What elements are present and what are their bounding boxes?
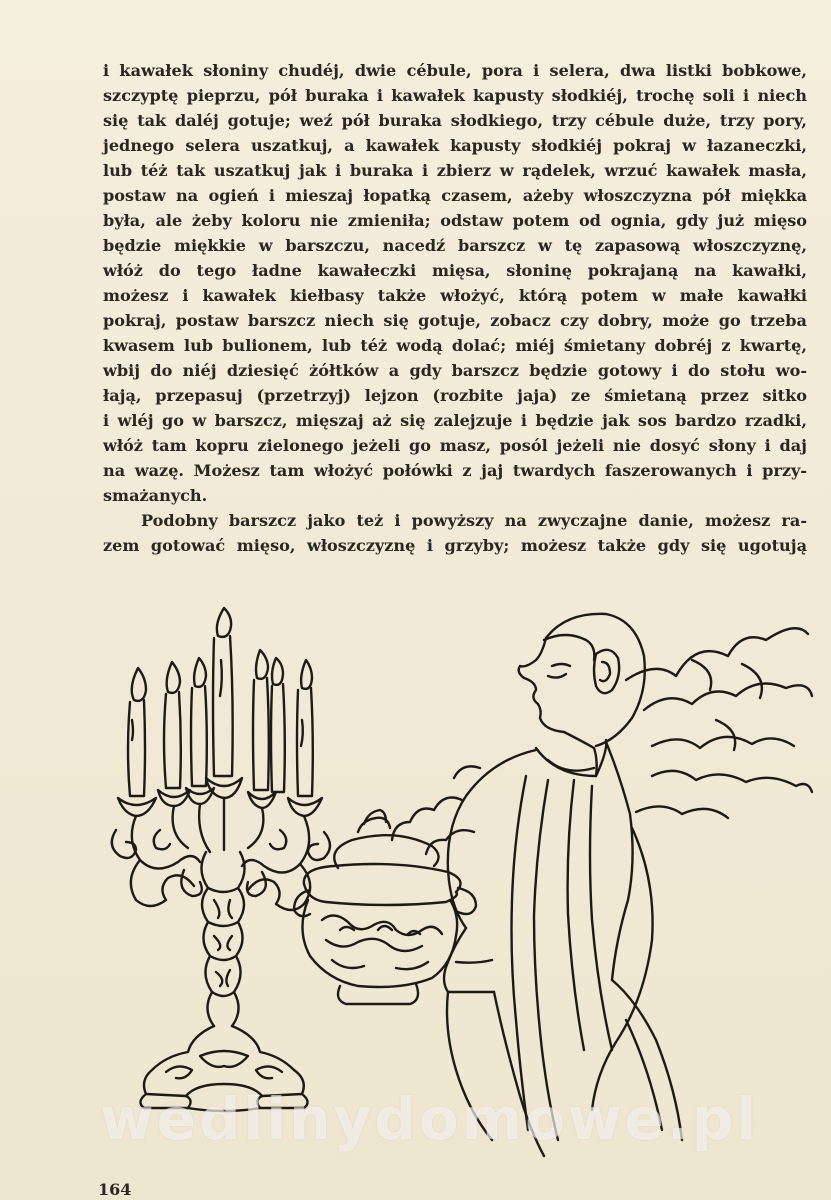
text-line: zem gotować mięso, włoszczyznę i grzyby; możesz także gdy się ugotują (103, 536, 807, 555)
text-line: Podobny barszcz jako też i powyższy na zwyczajne danie, możesz ra- (141, 511, 807, 530)
text-line: jednego selera uszatkuj, a kawałek kapusty słodkiéj pokraj w łazaneczki, (103, 136, 807, 155)
text-line: włóż tam kopru zielonego jeżeli go masz, posól jeżeli nie dosyć słony i daj (103, 436, 807, 455)
text-line: będzie miękkie w barszczu, nacedź barszcz w tę zapasową włoszczyznę, (103, 236, 807, 255)
text-line: była, ale żeby koloru nie zmieniła; odstaw potem od ognia, gdy już mięso (103, 211, 807, 230)
text-line: włóż do tego ładne kawałeczki mięsa, słoninę pokrajaną na kawałki, (103, 261, 807, 280)
text-line: postaw na ogień i mieszaj łopatką czasem, ażeby włoszczyzna pół miękka (103, 186, 807, 205)
text-line: łają, przepasuj (przetrzyj) lejzon (rozbite jaja) ze śmietaną przez sitko (103, 386, 807, 405)
text-line: wbij do niéj dziesięć żółtków a gdy barszcz będzie gotowy i do stołu wo- (103, 361, 807, 380)
text-line: i kawałek słoniny chudéj, dwie cébule, pora i selera, dwa listki bobkowe, (103, 61, 807, 80)
text-line: lub téż tak uszatkuj jak i buraka i zbierz w rądelek, wrzuć kawałek masła, (103, 161, 807, 180)
text-line: się tak daléj gotuje; weź pół buraka słodkiego, trzy cébule duże, trzy pory, (103, 111, 807, 130)
text-line: szczyptę pieprzu, pół buraka i kawałek kapusty słodkiéj, trochę soli i niech (103, 86, 807, 105)
recipe-text (103, 58, 807, 558)
text-line: na wazę. Możesz tam włożyć połówki z jaj twardych faszerowanych i przy- (103, 461, 807, 480)
text-line: pokraj, postaw barszcz niech się gotuje, zobacz czy dobry, może go trzeba (103, 311, 807, 330)
text-line: i wléj go w barszcz, mięszaj aż się zalejzuje i będzie jak sos bardzo rzadki, (103, 411, 807, 430)
text-line: kwasem lub bulionem, lub téż wodą dolać; miéj śmietany dobréj z kwartę, (103, 336, 807, 355)
text-line: smażanych. (103, 486, 208, 505)
page-number: 164 (98, 1180, 132, 1199)
candelabra-drawing (112, 778, 330, 1111)
waiter-drawing (444, 614, 682, 1156)
waiter-candelabra-illustration (96, 600, 816, 1160)
watermark: wedlinydomowe.pl (100, 1085, 760, 1153)
text-line: możesz i kawałek kiełbasy także włożyć, którą potem w małe kawałki (103, 286, 807, 305)
candles-drawing (128, 608, 313, 796)
